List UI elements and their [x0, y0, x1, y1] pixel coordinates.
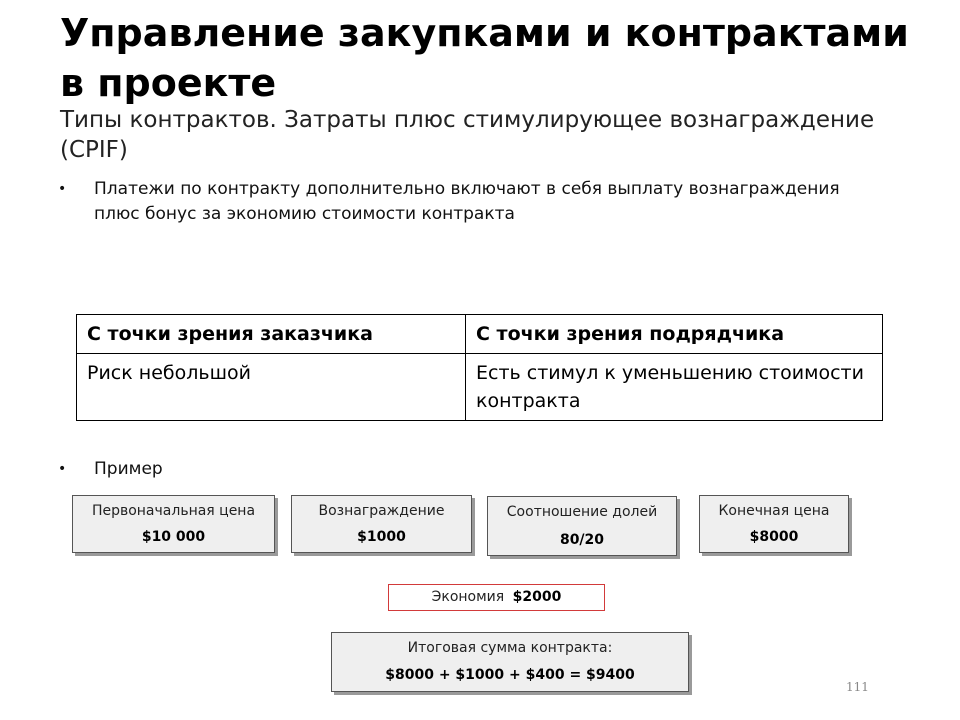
fee-box — [291, 495, 472, 553]
table-row — [77, 354, 883, 421]
initial-price-value: $10 000 — [141, 529, 206, 545]
savings-value: $2000 — [512, 589, 562, 605]
share-ratio-label: Соотношение долей — [506, 504, 658, 520]
total-contract-label: Итоговая сумма контракта: — [407, 640, 613, 656]
slide-subtitle: Типы контрактов. Затраты плюс стимулирующее вознаграждение (CPIF) — [60, 107, 875, 163]
final-price-value: $8000 — [749, 529, 799, 545]
final-price-box — [699, 495, 849, 553]
final-price-label: Конечная цена — [718, 503, 830, 519]
fee-label: Вознаграждение — [318, 503, 445, 519]
cell-customer-risk: Риск небольшой — [77, 354, 466, 421]
table-header-row — [77, 315, 883, 354]
bullet-item — [58, 177, 878, 229]
share-ratio-box — [487, 496, 677, 556]
bullet-item-example — [58, 457, 878, 483]
comparison-table — [76, 314, 883, 421]
header-contractor: С точки зрения подрядчика — [466, 315, 883, 354]
total-contract-box — [331, 632, 689, 692]
savings-box — [388, 584, 605, 611]
total-contract-value: $8000 + $1000 + $400 = $9400 — [385, 667, 635, 683]
bullet-dot-icon: • — [58, 461, 67, 477]
header-customer: С точки зрения заказчика — [77, 315, 466, 354]
page-number: 111 — [846, 680, 869, 694]
initial-price-label: Первоначальная цена — [91, 503, 256, 519]
initial-price-box — [72, 495, 275, 553]
slide-title: Управление закупками и контрактами в проекте — [60, 11, 909, 105]
fee-value: $1000 — [357, 529, 406, 545]
cell-contractor-incentive: Есть стимул к уменьшению стоимости контракта — [466, 354, 883, 421]
savings-label: Экономия — [431, 589, 505, 605]
bullet-text: Пример — [94, 459, 163, 479]
bullet-text: Платежи по контракту дополнительно включают в себя выплату вознаграждения плюс бонус за экономию стоимости контракта — [94, 179, 840, 224]
share-ratio-value: 80/20 — [559, 532, 605, 548]
bullet-dot-icon: • — [58, 181, 67, 197]
